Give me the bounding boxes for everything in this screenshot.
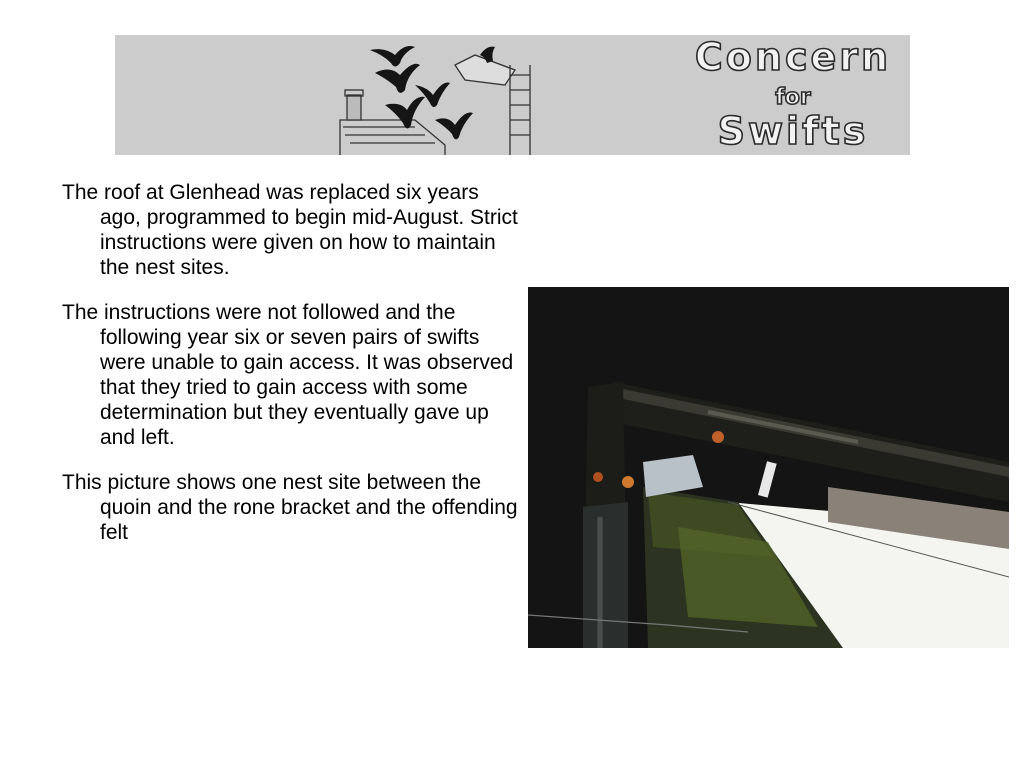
logo-line-concern: Concern: [694, 35, 892, 79]
logo-line-for: for: [775, 85, 811, 110]
nest-site-photo: [528, 287, 1009, 648]
paragraph-roof-replaced: The roof at Glenhead was replaced six years ago, programmed to begin mid-August. Strict instructions were given on how to maintain the nest sites.: [62, 181, 518, 279]
paragraph-instructions-not-followed: The instructions were not followed and the following year six or seven pairs of swifts were unable to gain access. It was observed that they tried to gain access with some determination but they eventually gave up and left.: [62, 301, 514, 449]
concern-for-swifts-logo: [693, 35, 893, 155]
logo-line-swifts: Swifts: [717, 109, 869, 153]
header-banner: [115, 35, 910, 155]
paragraph-picture-description: This picture shows one nest site between the quoin and the rone bracket and the offending felt: [62, 471, 518, 544]
body-text: [62, 180, 522, 565]
